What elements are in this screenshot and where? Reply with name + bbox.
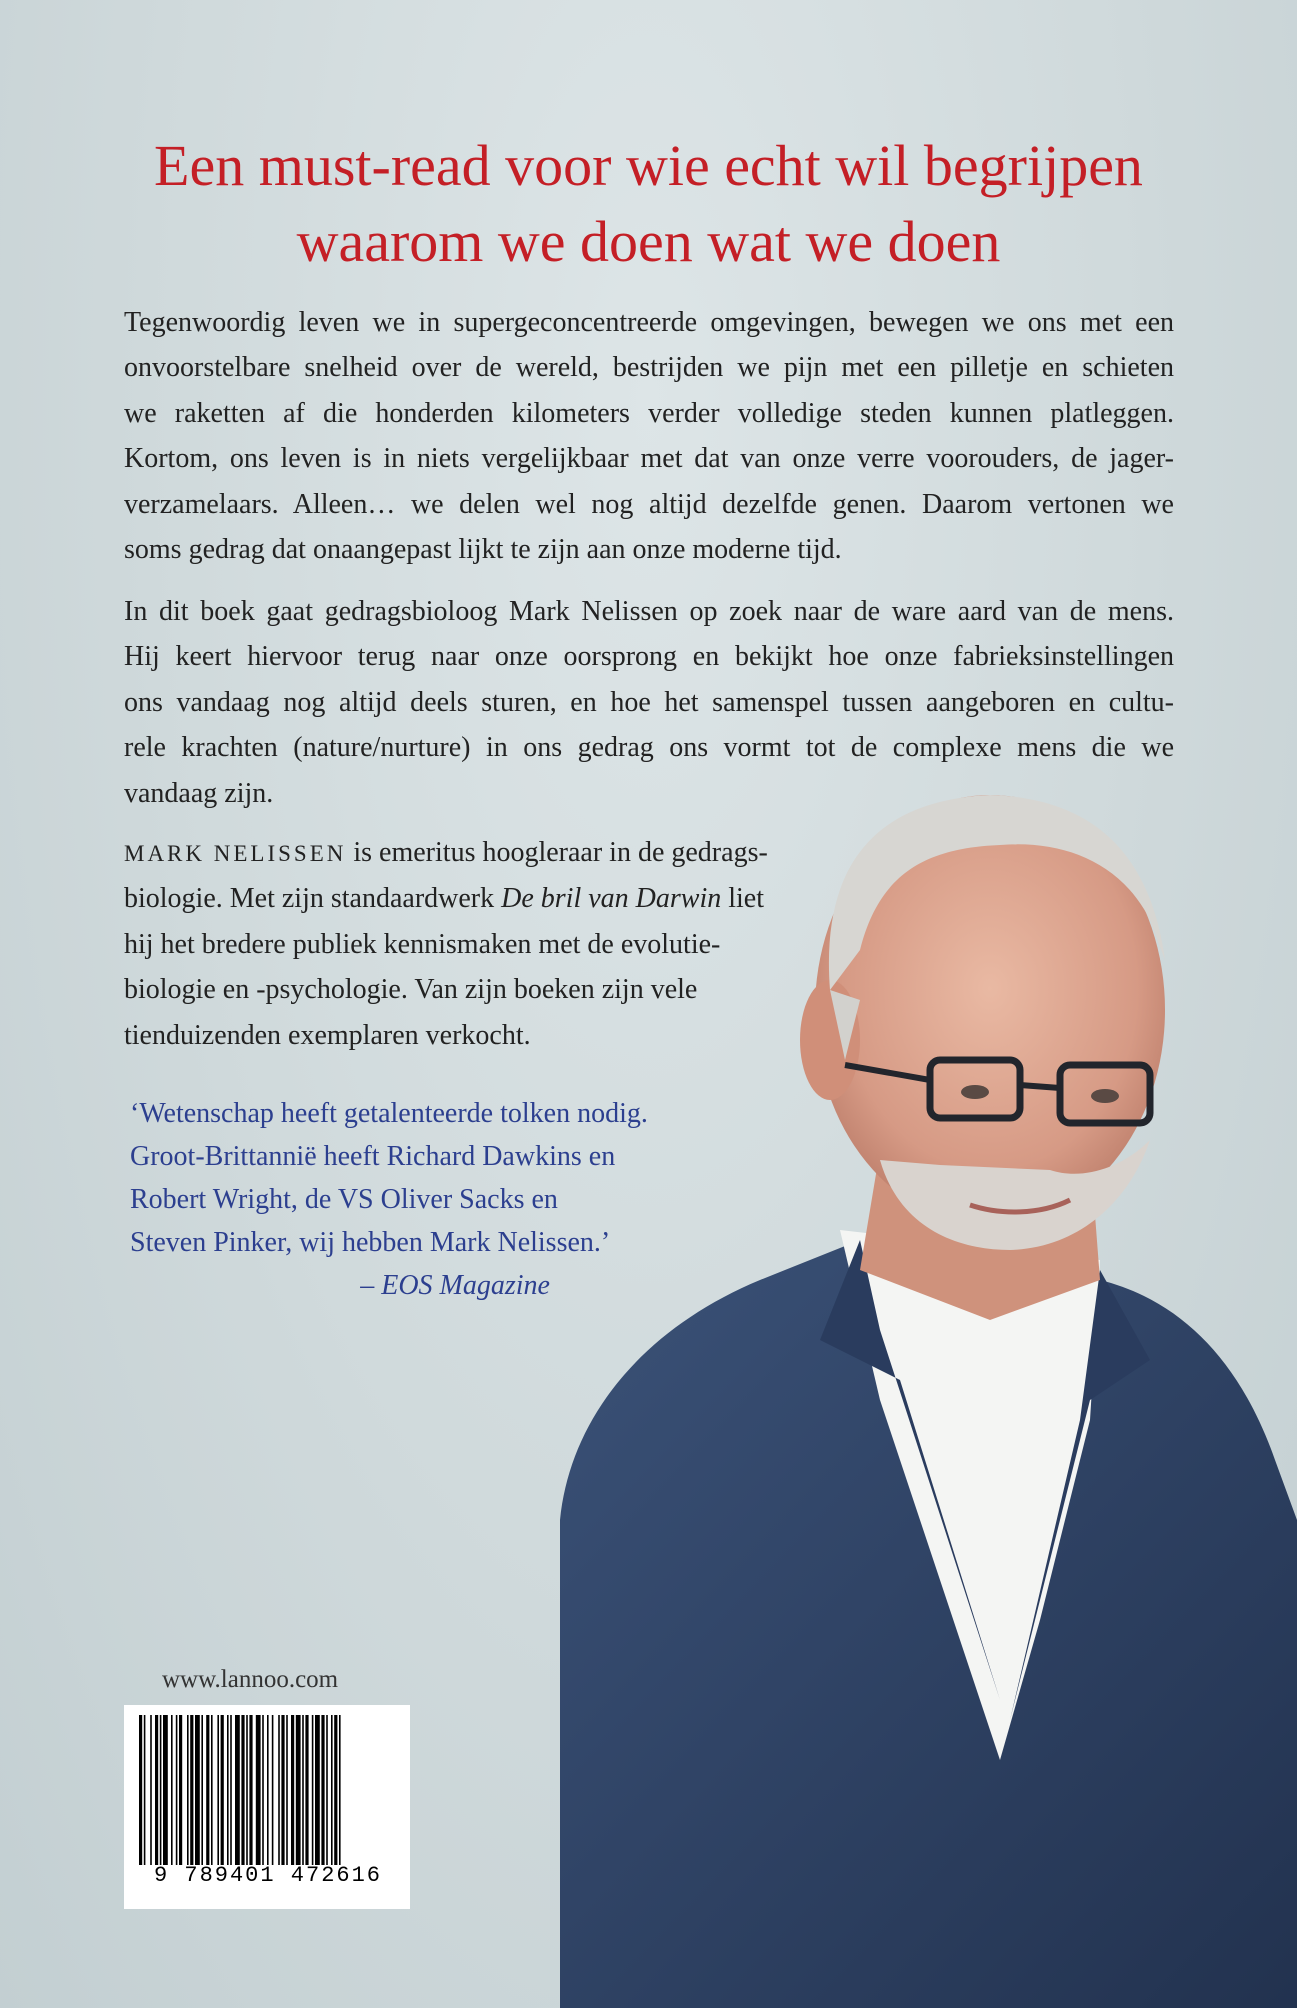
barcode-bars [139, 1715, 395, 1865]
barcode-bar [278, 1715, 280, 1865]
bio-text: liet [721, 883, 764, 915]
quote-line: Groot-Brittannië heeft Richard Dawkins en [130, 1141, 616, 1172]
barcode-bar [321, 1715, 324, 1865]
barcode-bar [150, 1715, 152, 1865]
barcode-bar [206, 1715, 209, 1865]
text-line: Tegenwoordig leven we in supergeconcentreerde omgevingen, bewegen we ons met een [124, 307, 1174, 338]
quote-source: – EOS Magazine [360, 1270, 550, 1301]
headline-line-2: waarom we doen wat we doen [296, 209, 1001, 274]
barcode-bar [256, 1715, 261, 1865]
barcode-bar [171, 1715, 173, 1865]
barcode-bar [221, 1715, 224, 1865]
barcode-bar [235, 1715, 240, 1865]
quote-line: Steven Pinker, wij hebben Mark Nelissen.’ [130, 1227, 611, 1258]
barcode-bar [144, 1715, 146, 1865]
barcode-bar [286, 1715, 288, 1865]
barcode-bar [331, 1715, 333, 1865]
text-line: we raketten af die honderden kilometers verder volledige steden kunnen platleggen. [124, 397, 1174, 429]
text-line: onvoorstelbare snelheid over de wereld, bestrijden we pijn met een pilletje en schieten [124, 352, 1174, 384]
headline [0, 128, 1297, 280]
barcode-bar [334, 1715, 337, 1865]
bio-line [124, 830, 884, 876]
bio-line: tienduizenden exemplaren verkocht. [124, 1019, 531, 1051]
barcode-bar [296, 1715, 301, 1865]
book-title: De bril van Darwin [501, 883, 722, 915]
headline-line-1: Een must-read voor wie echt wil begrijpen [154, 133, 1143, 198]
barcode-bar [230, 1715, 232, 1865]
barcode-bar [201, 1715, 203, 1865]
publisher-url: www.lannoo.com [162, 1666, 339, 1693]
barcode-bar [190, 1715, 193, 1865]
barcode-bar [312, 1715, 314, 1865]
quote-line: Robert Wright, de VS Oliver Sacks en [130, 1184, 558, 1215]
text-line: soms gedrag dat onaangepast lijkt te zijn aan onze moderne tijd. [124, 534, 842, 566]
barcode-bar [249, 1715, 252, 1865]
barcode-bar [227, 1715, 229, 1865]
barcode-bar [195, 1715, 200, 1865]
barcode-bar [262, 1715, 264, 1865]
barcode-bar [326, 1715, 328, 1865]
text-line: verzamelaars. Alleen… we delen wel nog altijd dezelfde genen. Daarom vertonen we [124, 488, 1174, 520]
barcode-bar [179, 1715, 182, 1865]
barcode-bar [217, 1715, 219, 1865]
press-quote [130, 1092, 648, 1307]
book-paragraph [124, 589, 1174, 816]
barcode-bar [176, 1715, 178, 1865]
bio-text: biologie. Met zijn standaardwerk [124, 883, 502, 915]
barcode-bar [305, 1715, 308, 1865]
barcode-bar [339, 1715, 341, 1865]
text-line: rele krachten (nature/nurture) in ons gedrag ons vormt tot de complexe mens die we [124, 732, 1174, 764]
bio-text: is emeritus hoogleraar in de gedrags- [346, 837, 768, 868]
barcode-bar [281, 1715, 284, 1865]
barcode-bar [139, 1715, 142, 1865]
barcode-bar [160, 1715, 162, 1865]
quote-line: ‘Wetenschap heeft getalenteerde tolken nodig. [130, 1098, 648, 1129]
text-line: Hij keert hiervoor terug naar onze oorsprong en bekijkt hoe onze fabrieksinstellingen [124, 641, 1174, 673]
text-line: ons vandaag nog altijd deels sturen, en hoe het samenspel tussen aangeboren en cultu- [124, 686, 1174, 718]
barcode-bar [291, 1715, 294, 1865]
barcode-bar [315, 1715, 320, 1865]
barcode-bar [241, 1715, 244, 1865]
text-line: Kortom, ons leven is in niets vergelijkbaar met dat van onze verre voorouders, de jager- [124, 443, 1174, 475]
text-line: vandaag zijn. [124, 777, 274, 809]
barcode-bar [267, 1715, 269, 1865]
barcode-bar [272, 1715, 274, 1865]
barcode-bar [163, 1715, 168, 1865]
intro-paragraph [124, 300, 1174, 572]
isbn-number: 9 789401 472616 [153, 1863, 383, 1888]
bio-line [124, 876, 884, 921]
author-name: MARK NELISSEN [124, 841, 347, 866]
bio-line: biologie en -psychologie. Van zijn boeken zijn vele [124, 974, 698, 1006]
barcode-bar [246, 1715, 248, 1865]
text-line: In dit boek gaat gedragsbioloog Mark Nelissen op zoek naar de ware aard van de mens. [124, 596, 1174, 627]
barcode-bar [155, 1715, 158, 1865]
barcode [124, 1705, 410, 1909]
author-bio [124, 830, 884, 1058]
barcode-bar [211, 1715, 213, 1865]
barcode-bar [302, 1715, 304, 1865]
barcode-bar [187, 1715, 189, 1865]
bio-line: hij het bredere publiek kennismaken met de evolutie- [124, 928, 721, 960]
